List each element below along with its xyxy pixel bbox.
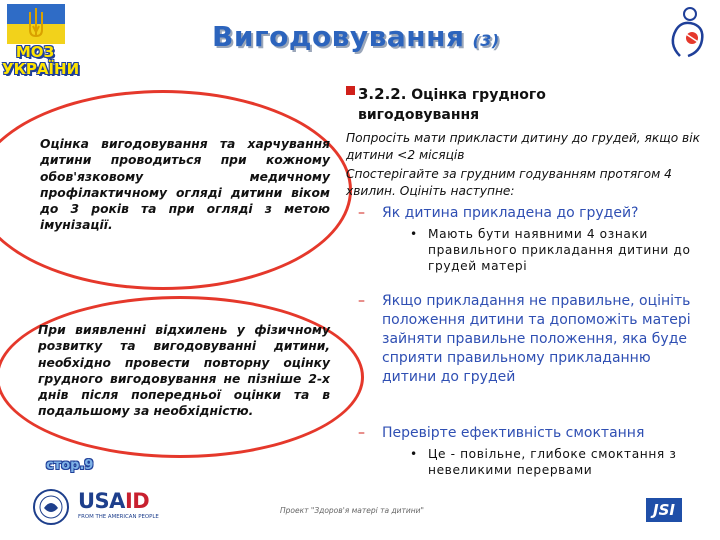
assessment-schedule-text: Оцінка вигодовування та харчування дитини проводиться при кожному обов'язковому медичному профілактичному огляді дитини віком до 3 років та при огляді з метою імунізації.	[40, 137, 330, 233]
section-bullet-icon	[346, 86, 355, 95]
intro-instruction-1: Попросіть мати прикласти дитину до грудей, якщо вік дитини <2 місяців	[346, 131, 700, 162]
sub-list-item-text: Мають бути наявними 4 ознаки правильного прикладання дитини до грудей матері	[428, 227, 691, 273]
dot-bullet: •	[410, 447, 418, 461]
page-title: Вигодовування (3)	[212, 20, 500, 53]
dot-bullet: •	[410, 227, 418, 241]
usaid-logo: USAID FROM THE AMERICAN PEOPLE	[78, 489, 159, 520]
list-item-text: Якщо прикладання не правильне, оцініть положення дитини та допоможіть матері зайняти правильне положення, яка буде сприяти правильному прикладанню дитини до грудей	[382, 293, 691, 385]
intro-instruction-2: Спостерігайте за грудним годуванням протягом 4 хвилин. Оцініть наступне:	[346, 167, 672, 198]
government-seal-logo	[32, 488, 70, 526]
moz-logo-text: МОЗ УКРАЇНИ	[2, 43, 80, 78]
trident-icon	[27, 6, 45, 42]
list-item-text: Перевірте ефективність смоктання	[382, 425, 645, 441]
list-item-text: Як дитина прикладена до грудей?	[382, 205, 639, 221]
section-heading: 3.2.2. Оцінка грудного вигодовування	[358, 85, 546, 123]
dash-bullet: –	[358, 205, 365, 221]
ukraine-flag-logo	[7, 4, 65, 44]
page-reference: стор.9	[46, 458, 94, 473]
dash-bullet: –	[358, 425, 365, 441]
project-name: Проект "Здоров'я матері та дитини"	[280, 506, 424, 515]
mother-child-logo	[660, 4, 714, 60]
dash-bullet: –	[358, 293, 365, 309]
sub-list-item-text: Це - повільне, глибоке смоктання з невеликими перервами	[428, 447, 677, 477]
repeat-assessment-text: При виявленні відхилень у фізичному розвитку та вигодовуванні дитини, необхідно провести повторну оцінку грудного вигодовування не пізніше 2-х днів після попередньої оцінки та в подальшому за необхідністю.	[38, 323, 330, 419]
jsi-logo: JSI	[646, 498, 682, 522]
